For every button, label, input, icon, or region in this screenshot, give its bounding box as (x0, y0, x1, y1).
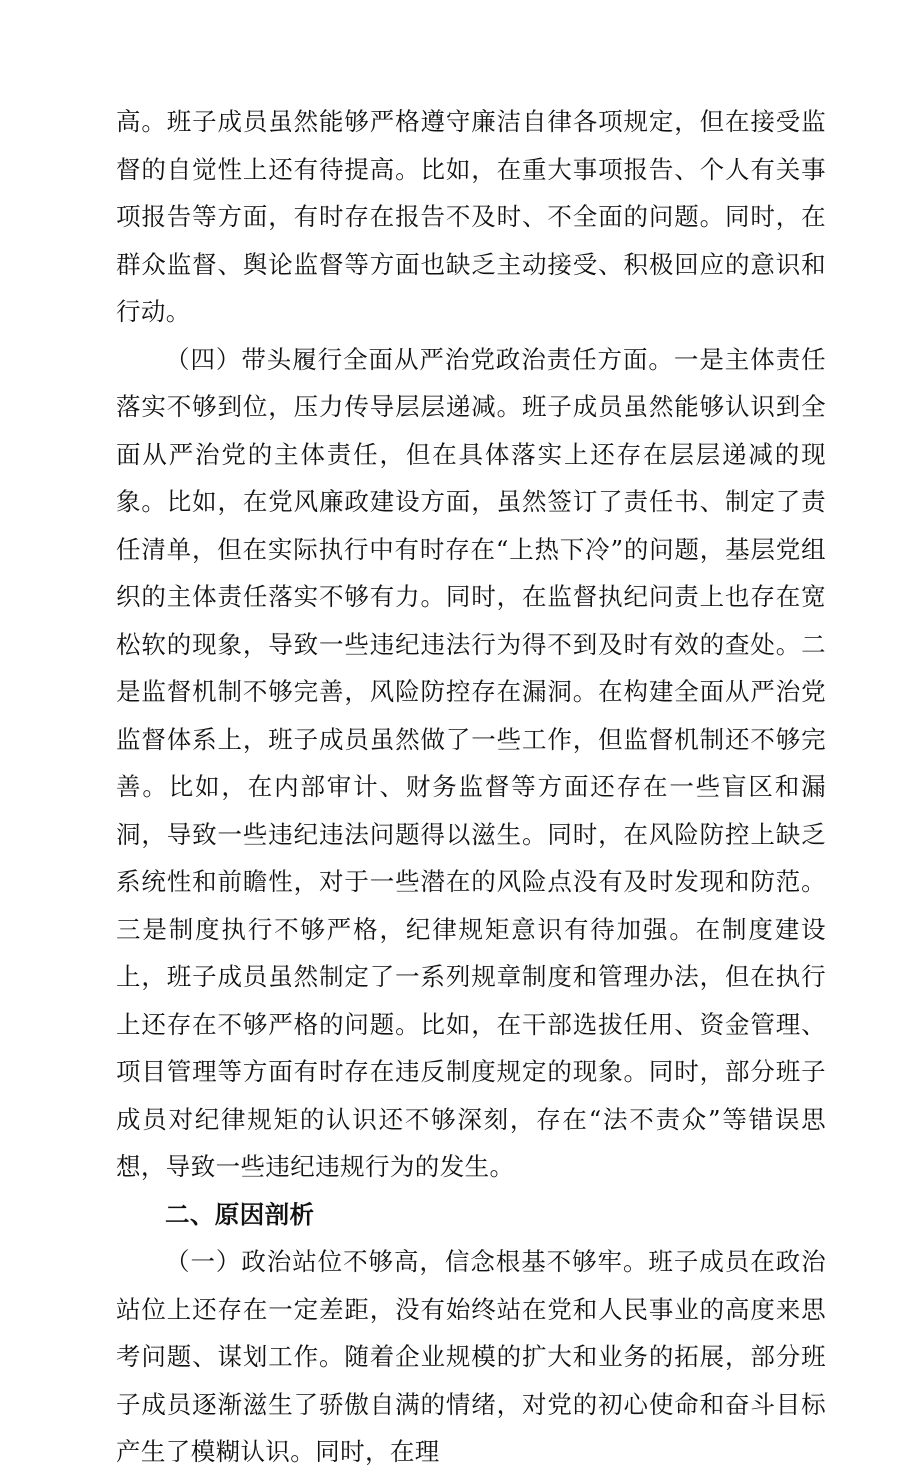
section-heading-cause-analysis: 二、原因剖析 (165, 1199, 315, 1229)
paragraph-cause-one: （一）政治站位不够高，信念根基不够牢。班子成员在政治站位上还存在一定差距，没有始终站在党和人民事业的高度来思考问题、谋划工作。随着企业规模的扩大和业务的拓展，部分班子成员逐渐滋生了骄傲自满的情绪，对党的初心使命和奋斗目标产生了模糊认识。同时，在理 (116, 1247, 826, 1466)
paragraph-section-four: （四）带头履行全面从严治党政治责任方面。一是主体责任落实不够到位，压力传导层层递减。班子成员虽然能够认识到全面从严治党的主体责任，但在具体落实上还存在层层递减的现象。比如，在党风廉政建设方面，虽然签订了责任书、制定了责任清单，但在实际执行中有时存在“上热下冷”的问题，基层党组织的主体责任落实不够有力。同时，在监督执纪问责上也存在宽松软的现象，导致一些违纪违法行为得不到及时有效的查处。二是监督机制不够完善，风险防控存在漏洞。在构建全面从严治党监督体系上，班子成员虽然做了一些工作，但监督机制还不够完善。比如，在内部审计、财务监督等方面还存在一些盲区和漏洞，导致一些违纪违法问题得以滋生。同时，在风险防控上缺乏系统性和前瞻性，对于一些潜在的风险点没有及时发现和防范。三是制度执行不够严格，纪律规矩意识有待加强。在制度建设上，班子成员虽然制定了一系列规章制度和管理办法，但在执行上还存在不够严格的问题。比如，在干部选拔任用、资金管理、项目管理等方面有时存在违反制度规定的现象。同时，部分班子成员对纪律规矩的认识还不够深刻，存在“法不责众”等错误思想，导致一些违纪违规行为的发生。 (116, 344, 826, 1181)
document-body (116, 98, 826, 1476)
paragraph-continuation: 高。班子成员虽然能够严格遵守廉洁自律各项规定，但在接受监督的自觉性上还有待提高。比如，在重大事项报告、个人有关事项报告等方面，有时存在报告不及时、不全面的问题。同时，在群众监督、舆论监督等方面也缺乏主动接受、积极回应的意识和行动。 (116, 107, 826, 326)
